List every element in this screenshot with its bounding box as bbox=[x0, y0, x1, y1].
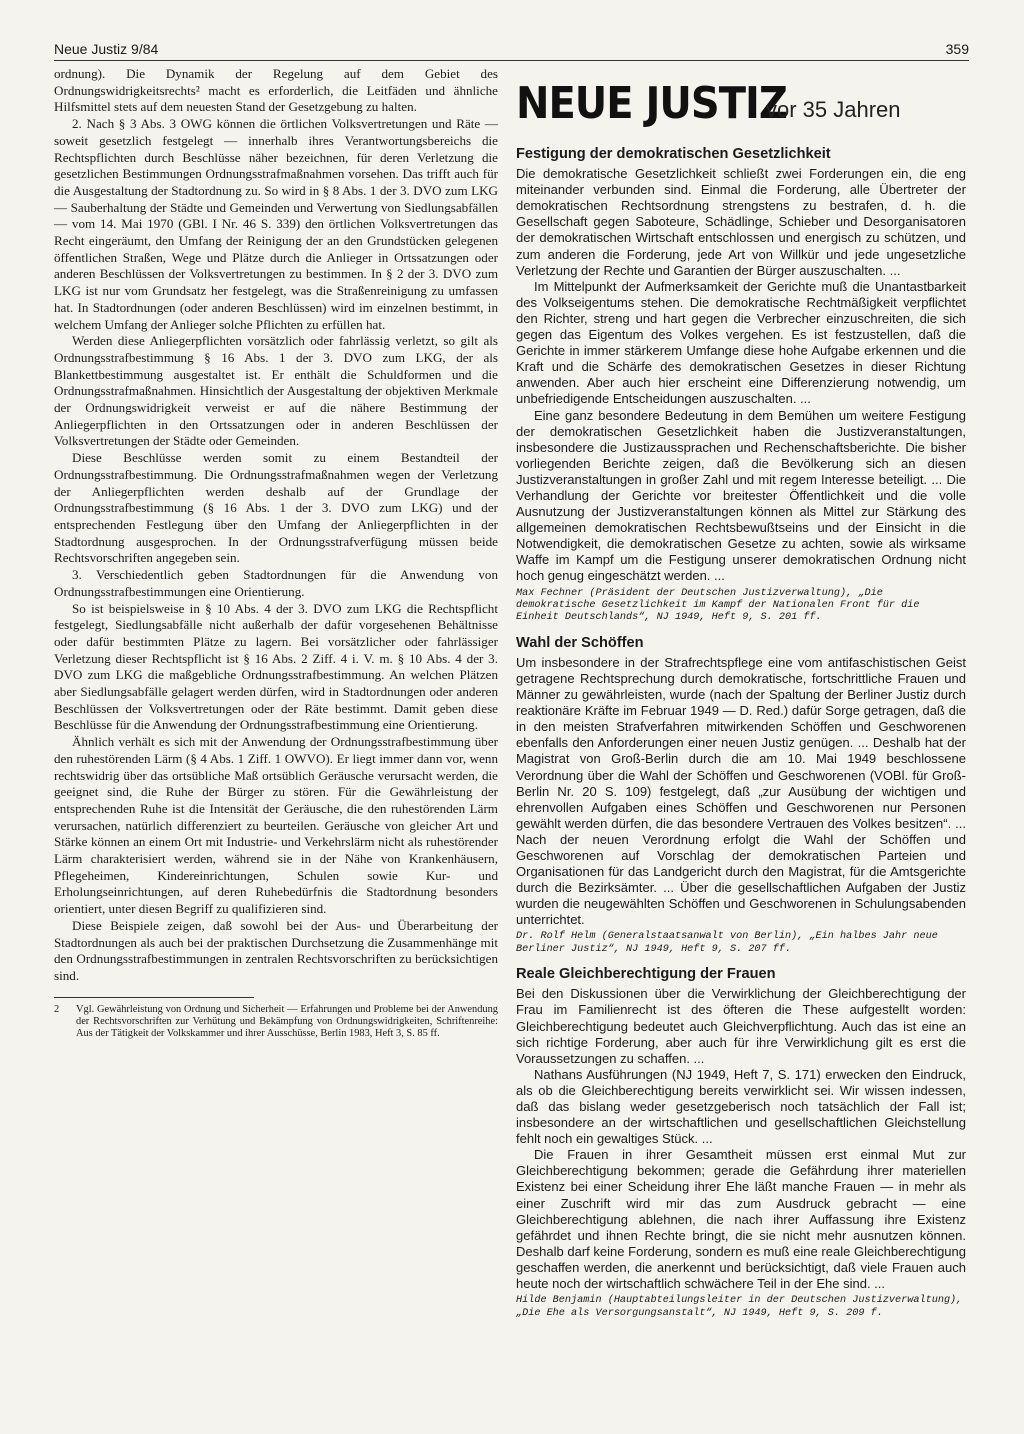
page-number: 359 bbox=[945, 41, 969, 57]
body-paragraph: So ist beispielsweise in § 10 Abs. 4 der 3. DVO zum LKG die Rechtspflicht festgelegt, Siedlungsabfälle nicht außerhalb der dafür vorgesehenen Behältnisse oder dafür bestimmten Plätze zu lagern. Bei vorsätzlicher oder fahrlässiger Verletzung dieser Rechtspflicht ist § 16 Abs. 2 Ziff. 4 i. V. m. § 10 Abs. 4 der 3. DVO zum LKG die maßgebliche Ordnungsstrafbestimmung. An welchen Plätzen aber Siedlungsabfälle gelagert werden dürfen, wird in Stadtordnungen oder anderen Beschlüssen der Volksvertretungen oder der Räte bestimmt. Damit geben diese Beschlüsse für die Anwendung der Ordnungsstrafbestimmung eine Orientierung. bbox=[54, 600, 498, 733]
masthead bbox=[516, 78, 966, 134]
right-column bbox=[516, 78, 966, 1320]
body-paragraph: ordnung). Die Dynamik der Regelung auf dem Gebiet des Ordnungswidrigkeitsrechts² macht es erforderlich, die Leitfäden und ähnliche Hilfsmittel stets auf dem neuesten Stand der Gesetzgebung zu halten. bbox=[54, 66, 498, 115]
body-paragraph: Diese Beispiele zeigen, daß sowohl bei der Aus- und Überarbeitung der Stadtordnungen als auch bei der praktischen Durchsetzung die Zusammenhänge mit den Ordnungsstrafbestimmungen in zentralen Rechtsvorschriften zu berücksichtigen sind. bbox=[54, 917, 498, 983]
body-paragraph: Werden diese Anliegerpflichten vorsätzlich oder fahrlässig verletzt, so gilt als Ordnungsstrafbestimmung § 16 Abs. 1 der 3. DVO zum LKG, der als Blankettbestimmung ausgestaltet ist. Er enthält die Schuldformen und die Ordnungsstrafmaßnahmen. Hinsichtlich der Ausgestaltung der objektiven Merkmale der Ordnungswidrigkeit verweist er auf die nähere Bestimmung der Anliegerpflichten in den Ortssatzungen oder in anderen Beschlüssen der Volksvertretungen der Städte oder Gemeinden. bbox=[54, 333, 498, 449]
source-citation: Dr. Rolf Helm (Generalstaatsanwalt von Berlin), „Ein halbes Jahr neue Berliner Justiz“, NJ 1949, Heft 9, S. 207 ff. bbox=[516, 931, 938, 955]
section-paragraph: Bei den Diskussionen über die Verwirklichung der Gleichberechtigung der Frau im Familienrecht ist des öfteren die These aufgestellt worden: Gleichberechtigung bedeutet auch Gleichverpflichtung. Auch das ist eine an sich richtige Forderung, aber auch für ihre Verwirklichung gilt es erst die Voraussetzungen zu schaffen. ... bbox=[516, 986, 966, 1066]
footnote bbox=[54, 1004, 498, 1041]
section-heading: Festigung der demokratischen Gesetzlichkeit bbox=[516, 146, 831, 162]
journal-logo: NEUE JUSTIZ bbox=[516, 78, 787, 130]
section-paragraph: Eine ganz besondere Bedeutung in dem Bemühen um weitere Festigung der demokratischen Gesetzlichkeit haben die Justizveranstaltungen, insbesondere die Justizaussprachen und Rechenschaftsberichte. Die bisher vorliegenden Berichte zeigen, daß die Bevölkerung sich an diesen Justizveranstaltungen in großer Zahl und mit regem Interesse beteiligt. ... Die Verhandlung der Gerichte vor breitester Öffentlichkeit und die volle Ausnutzung der Justizveranstaltungen können als Mittel zur Stärkung des allgemeinen demokratischen Rechtsbewußtseins und der Einsicht in die Notwendigkeit, die demokratischen Gesetze zu achten, sowie als wirksame Waffe im Kampf um die Festigung unserer demokratischen Ordnung nicht hoch genug eingeschätzt werden. ... bbox=[516, 407, 966, 584]
source-citation: Hilde Benjamin (Hauptabteilungsleiter in der Deutschen Justizverwaltung), „Die Ehe als Versorgungsanstalt“, NJ 1949, Heft 9, S. 209 f. bbox=[516, 1295, 963, 1319]
section-paragraph: Um insbesondere in der Strafrechtspflege eine vom antifaschistischen Geist getragene Rechtsprechung durch demokratische, fortschrittliche Frauen und Männer zu gewährleisten, wurde (nach der Spaltung der Berliner Justiz durch reaktionäre Kräfte im Februar 1949 — D. Red.) dafür Sorge getragen, daß die in den meisten Strafverfahren mitwirkenden Schöffen und Geschworenen ebenfalls den Anforderungen einer neuen Justiz genügen. ... Deshalb hat der Magistrat von Groß-Berlin durch die am 10. Mai 1949 beschlossene Verordnung über die Wahl der Schöffen und Geschworenen (VOBl. für Groß-Berlin Nr. 20 S. 109) festgelegt, daß „zur Ausübung der wichtigen und ehrenvollen Aufgaben eines Schöffen und Geschworenen nur Personen gewählt werden dürfen, die das besondere Vertrauen des Volkes besitzen“. ... Nach der neuen Verordnung erfolgt die Wahl der Schöffen und Geschworenen auf Vorschlag der demokratischen Parteien und Organisationen für das Landgericht durch den Magistrat, für die Amtsgerichte durch die Bezirksämter. ... Über die gesellschaftlichen Aufgaben der Justiz wurden die neugewählten Schöffen und Geschworenen in Schulungsabenden unterrichtet. bbox=[516, 654, 966, 928]
footnote-text: Vgl. Gewährleistung von Ordnung und Sicherheit — Erfahrungen und Probleme bei der Anwendung der Rechtsvorschriften zur Verhütung und Bekämpfung von Ordnungswidrigkeiten, Schriftenreihe: Aus der Tätigkeit der Volkskammer und ihrer Ausschüsse, Berlin 1983, Heft 3, S. 85 ff. bbox=[76, 1003, 498, 1040]
body-paragraph: 2. Nach § 3 Abs. 3 OWG können die örtlichen Volksvertretungen und Räte — soweit gesetzlich festgelegt — innerhalb ihres Verantwortungsbereichs die Rechtspflichten durch Beschlüsse näher bezeichnen, für deren Verletzung die gesetzlichen Bestimmungen Ordnungsstrafmaßnahmen vorsehen. Das trifft auch für die Ausgestaltung der Stadtordnung zu. So wird in § 8 Abs. 1 der 3. DVO zum LKG — Sauberhaltung der Städte und Gemeinden und Verwertung von Siedlungsabfällen — vom 14. Mai 1970 (GBl. I Nr. 46 S. 339) den örtlichen Volksvertretungen das Recht eingeräumt, den Umfang der Reinigung der an den Grundstücken gelegenen öffentlichen Straßen, Wege und Plätze durch die Anlieger in Ortssatzungen oder anderen Beschlüssen der Volksvertretungen zu bestimmen. In § 2 der 3. DVO zum LKG ist nur vom Grundsatz her festgelegt, was die Straßenreinigung zu umfassen hat. In Stadtordnungen (oder anderen Beschlüssen) wird im einzelnen bestimmt, in welchem Umfang der Anlieger solche Pflichten zu erfüllen hat. bbox=[54, 116, 498, 332]
section-paragraph: Im Mittelpunkt der Aufmerksamkeit der Gerichte muß die Unantastbarkeit des Volkseigentums stehen. Die demokratische Rechtmäßigkeit verpflichtet den Richter, streng und hart gegen die Verbrecher einzuschreiten, die sich gegen das Eigentum des Volkes vergehen. Es ist festzustellen, daß die Gerichte in immer stärkerem Umfange diese hohe Aufgabe erkennen und die Kraft und die Schärfe des demokratischen Gesetzes in dieser Richtung anwenden. Aber auch hier erscheint eine Differenzierung notwendig, um unbefriedigende Entscheidungen auszuschalten. ... bbox=[516, 278, 966, 407]
body-paragraph: Ähnlich verhält es sich mit der Anwendung der Ordnungsstrafbestimmung über den ruhestörenden Lärm (§ 4 Abs. 1 Ziff. 1 OWVO). Er liegt immer dann vor, wenn rechtswidrig über das ortsübliche Maß ortsüblich Geräusche verursacht werden, die geeignet sind, die Ruhe der Bürger zu stören. Für die Gewährleistung der entsprechenden Ruhe ist die Intensität der Geräusche, die den ruhestörenden Lärm verursachen, natürlich differenziert zu beurteilen. Geräusche von gleicher Art und Stärke können an einem Ort mit Industrie- und Verkehrslärm nicht als ruhestörender Lärm charakterisiert werden, während sie in der Nähe von Krankenhäusern, Pflegeheimen, Kindereinrichtungen, Schulen sowie Kur- und Erholungseinrichtungen, auf deren Ruhebedürfnis die Stadtordnung besonders orientiert, unter diesen Begriff zu qualifizieren sind. bbox=[54, 734, 498, 917]
section-heading: Wahl der Schöffen bbox=[516, 634, 644, 651]
footnote-divider bbox=[54, 997, 254, 998]
source-citation: Max Fechner (Präsident der Deutschen Justizverwaltung), „Die demokratische Gesetzlichkeit im Kampf der Nationalen Front für die Einheit Deutschlands“, NJ 1949, Heft 9, S. 201 ff. bbox=[516, 587, 920, 624]
body-paragraph: Diese Beschlüsse werden somit zu einem Bestandteil der Ordnungsstrafbestimmung. Die Ordnungsstrafmaßnahmen wegen der Verletzung der Anliegerpflichten werden deshalb auf der Grundlage der Ordnungsstrafbestimmung (§ 16 Abs. 1 der 3. DVO zum LKG) und der entsprechenden Festlegung über den Umfang der Anliegerpflichten in der Stadtordnung ausgesprochen. In der Ordnungsstrafverfügung müssen beide Rechtsvorschriften angegeben sein. bbox=[54, 450, 498, 566]
body-paragraph: 3. Verschiedentlich geben Stadtordnungen für die Anwendung von Ordnungsstrafbestimmungen eine Orientierung. bbox=[54, 567, 498, 599]
masthead-subtitle: vor 35 Jahren bbox=[766, 97, 901, 122]
section-heading: Reale Gleichberechtigung der Frauen bbox=[516, 966, 776, 983]
footnote-number: 2 bbox=[54, 1003, 60, 1015]
section-paragraph: Die demokratische Gesetzlichkeit schließt zwei Forderungen ein, die eng miteinander verbunden sind. Einmal die Forderung, alle Übertreter der demokratischen Rechtsordnung strengstens zu bestrafen, d. h. die Gesellschaft gegen Saboteure, Schädlinge, Schieber und Desorganisatoren der demokratischen Wirtschaft entschlossen und energisch zu schützen, und zum anderen die Forderung, jede Art von Willkür und jede ungesetzliche Verletzung der Rechte und Garantien der Bürger auszuschalten. ... bbox=[516, 166, 966, 278]
left-column bbox=[54, 66, 498, 1041]
running-header bbox=[54, 40, 969, 61]
section-paragraph: Die Frauen in ihrer Gesamtheit müssen erst einmal Mut zur Gleichberechtigung bekommen; gerade die Gefährdung ihrer materiellen Existenz bei einer Scheidung ihrer Ehe läßt manche Frauen — in mehr als einer Zuschrift wird mir das zum Ausdruck gebracht — eine Gleichberechtigung ablehnen, die nach ihrer Auffassung ihre Existenz gefährdet und ihnen Rechte bringt, die sie nicht mehr ausnutzen können. Deshalb darf keine Forderung, sondern es muß eine reale Gleichberechtigung geschaffen werden, die anerkennt und berücksichtigt, daß viele Frauen auch heute noch der wirtschaftlich schwächere Teil in der Ehe sind. ... bbox=[516, 1147, 966, 1292]
journal-issue: Neue Justiz 9/84 bbox=[54, 41, 159, 57]
section-paragraph: Nathans Ausführungen (NJ 1949, Heft 7, S. 171) erwecken den Eindruck, als ob die Gleichberechtigung bereits verwirklicht sei. Wir wissen indessen, daß das bislang weder gesetzgeberisch noch tatsächlich der Fall ist; insbesondere an der wirtschaftlichen und gesellschaftlichen Gleichstellung fehlt noch ein gewaltiges Stück. ... bbox=[516, 1066, 966, 1147]
